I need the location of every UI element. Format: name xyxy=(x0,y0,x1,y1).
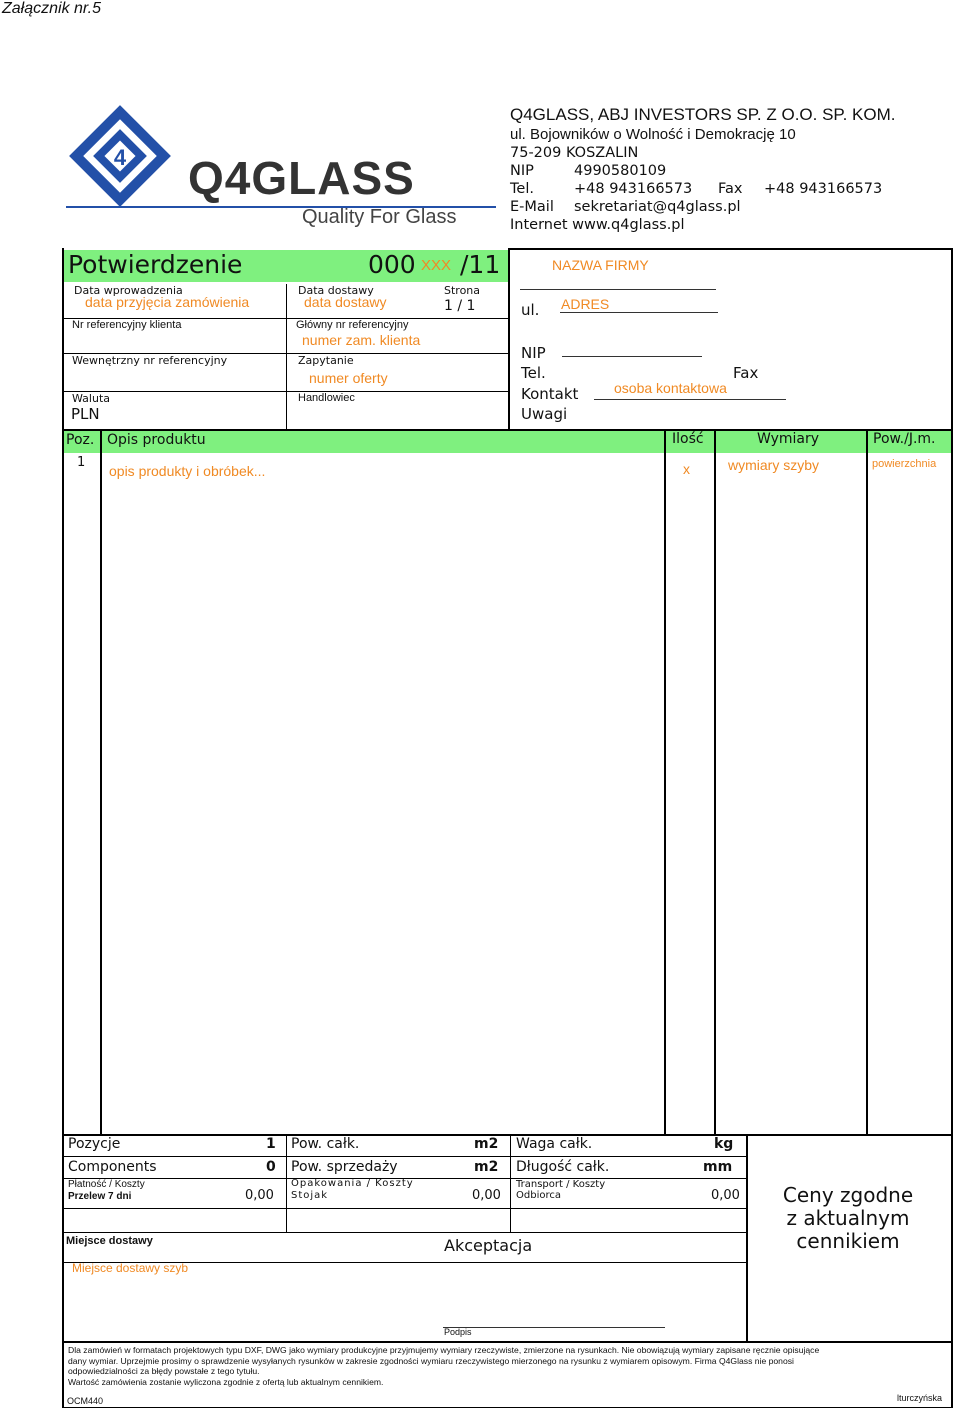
components-label: Components xyxy=(68,1159,157,1175)
ceny-line-3: cennikiem xyxy=(796,1229,900,1253)
opak-label: Opakowania / Koszty xyxy=(291,1178,414,1189)
dlugosc-unit: mm xyxy=(703,1159,733,1175)
footer-notes xyxy=(68,1345,948,1387)
frame-left xyxy=(62,248,64,1408)
company-nip-row xyxy=(510,162,895,180)
frame-top-right xyxy=(508,248,953,250)
ceny-note xyxy=(748,1184,948,1253)
customer-fax-label: Fax xyxy=(733,364,759,382)
company-internet[interactable]: Internet www.q4glass.pl xyxy=(510,217,685,233)
row-opis: opis produkty i obróbek... xyxy=(109,463,266,479)
podpis-label: Podpis xyxy=(444,1327,472,1337)
components-value: 0 xyxy=(266,1159,276,1175)
company-email-row xyxy=(510,198,895,216)
waga-label: Waga całk. xyxy=(516,1136,593,1152)
company-nip-label: NIP xyxy=(510,163,534,179)
customer-tel-label: Tel. xyxy=(521,364,546,382)
row-poz: 1 xyxy=(77,455,86,470)
dlugosc-label: Długość całk. xyxy=(516,1159,610,1175)
company-tel-row xyxy=(510,180,895,198)
company-tel: +48 943166573 xyxy=(574,181,693,197)
title-xxx: XXX xyxy=(421,257,452,274)
doc-code: OCM440 xyxy=(67,1396,104,1406)
header-opis: Opis produktu xyxy=(107,432,206,448)
transport-label: Transport / Koszty xyxy=(516,1179,606,1190)
zapytanie-value[interactable]: numer oferty xyxy=(309,370,388,386)
platnosc-amount: 0,00 xyxy=(245,1188,274,1203)
customer-address[interactable]: ADRES xyxy=(561,296,610,312)
title-year: /11 xyxy=(460,250,501,279)
pow-calk-label: Pow. całk. xyxy=(291,1136,360,1152)
company-fax: +48 943166573 xyxy=(764,181,883,197)
pozycje-value: 1 xyxy=(266,1136,276,1152)
header-pow: Pow./J.m. xyxy=(873,431,936,447)
company-email[interactable]: sekretariat@q4glass.pl xyxy=(574,199,741,215)
title-divider xyxy=(508,248,510,430)
header-wymiary: Wymiary xyxy=(757,431,820,447)
company-fax-label: Fax xyxy=(718,181,743,197)
miejsce-label: Miejsce dostawy xyxy=(66,1235,153,1247)
customer-uwagi-label: Uwagi xyxy=(521,405,568,423)
company-email-label: E-Mail xyxy=(510,199,554,215)
opak-amount: 0,00 xyxy=(472,1188,501,1203)
header-ilosc: Ilość xyxy=(672,431,704,447)
data-wprowadzenia-label: Data wprowadzenia xyxy=(74,284,183,297)
company-tel-label: Tel. xyxy=(510,181,534,197)
glowny-nr-value[interactable]: numer zam. klienta xyxy=(302,332,421,348)
customer-name[interactable]: NAZWA FIRMY xyxy=(552,257,649,273)
opak-value: Stojak xyxy=(291,1190,329,1201)
row-ilosc: x xyxy=(683,461,690,477)
customer-kontakt-label: Kontakt xyxy=(521,385,579,403)
data-wprowadzenia-value[interactable]: data przyjęcia zamówienia xyxy=(85,294,250,310)
attachment-label: Załącznik nr.5 xyxy=(2,0,101,17)
doc-author: lturczyńska xyxy=(897,1393,943,1403)
title-text: Potwierdzenie xyxy=(68,250,243,279)
waluta-value: PLN xyxy=(71,405,100,423)
transport-value: Odbiorca xyxy=(516,1190,561,1201)
footer-note-4: Wartość zamówienia zostanie wyliczona zgodnie z ofertą lub aktualnym cennikiem. xyxy=(68,1376,384,1387)
ceny-line-1: Ceny zgodne xyxy=(782,1183,914,1207)
zapytanie-label: Zapytanie xyxy=(298,354,354,367)
data-dostawy-label: Data dostawy xyxy=(298,284,374,297)
pozycje-label: Pozycje xyxy=(68,1136,121,1152)
data-dostawy-value[interactable]: data dostawy xyxy=(304,294,387,310)
title-number: 000 xyxy=(368,250,416,279)
company-street: ul. Bojowników o Wolność i Demokrację 10 xyxy=(510,126,796,143)
miejsce-value[interactable]: Miejsce dostawy szyb xyxy=(72,1261,189,1275)
logo-tagline: Quality For Glass xyxy=(302,206,457,228)
row-pow: powierzchnia xyxy=(872,458,937,470)
svg-text:Q4GLASS: Q4GLASS xyxy=(188,152,415,204)
platnosc-value: Przelew 7 dni xyxy=(68,1191,132,1202)
frame-right xyxy=(951,248,953,1408)
customer-kontakt-value[interactable]: osoba kontaktowa xyxy=(614,380,727,396)
footer-note-2: dany wymiar. Uprzejmie prosimy o sprawdzenie wysyłanych rysunków w zakresie zgodności wymiaru rzeczywistego mierzonego na rysunku z wymiarem opisowym. Firma Q4Glass nie ponosi xyxy=(68,1355,794,1366)
waluta-label: Waluta xyxy=(72,392,110,405)
pow-calk-unit: m2 xyxy=(474,1136,499,1152)
svg-text:4: 4 xyxy=(113,145,127,170)
nr-ref-klienta-label: Nr referencyjny klienta xyxy=(72,319,182,331)
footer-note-1: Dla zamówień w formatach projektowych typu DXF, DWG jako wymiary produkcyjne przyjmujemy wymiary rzeczywiste, zmierzone na rysunkach. Nie obowiązują wymiary zapisane ręcznie opisujące xyxy=(68,1345,820,1355)
strona-value: 1 / 1 xyxy=(444,298,476,314)
company-info xyxy=(510,104,895,234)
company-nip: 4990580109 xyxy=(574,163,667,179)
strona-label: Strona xyxy=(444,284,481,297)
row-wymiary: wymiary szyby xyxy=(728,457,820,473)
frame-bottom xyxy=(62,1407,953,1408)
company-name: Q4GLASS, ABJ INVESTORS SP. Z O.O. SP. KOM. xyxy=(510,105,896,124)
customer-nip-label: NIP xyxy=(521,344,546,362)
pow-sprz-unit: m2 xyxy=(474,1159,499,1175)
wewn-nr-label: Wewnętrzny nr referencyjny xyxy=(72,354,228,367)
transport-amount: 0,00 xyxy=(711,1188,740,1203)
platnosc-label: Płatność / Koszty xyxy=(68,1179,145,1190)
handlowiec-label: Handlowiec xyxy=(298,392,355,404)
header-poz: Poz. xyxy=(66,432,95,448)
footer-note-3: odpowiedzialności za błędy powstałe z tego tytułu. xyxy=(68,1366,260,1376)
customer-ul-label: ul. xyxy=(521,301,540,319)
akceptacja-label: Akceptacja xyxy=(444,1236,533,1255)
waga-unit: kg xyxy=(714,1136,734,1152)
company-city: 75-209 KOSZALIN xyxy=(510,145,639,161)
pow-sprz-label: Pow. sprzedaży xyxy=(291,1159,398,1175)
ceny-line-2: z aktualnym xyxy=(786,1206,910,1230)
table-row[interactable] xyxy=(64,455,951,481)
glowny-nr-label: Główny nr referencyjny xyxy=(296,319,409,331)
grid-divider xyxy=(286,284,287,430)
